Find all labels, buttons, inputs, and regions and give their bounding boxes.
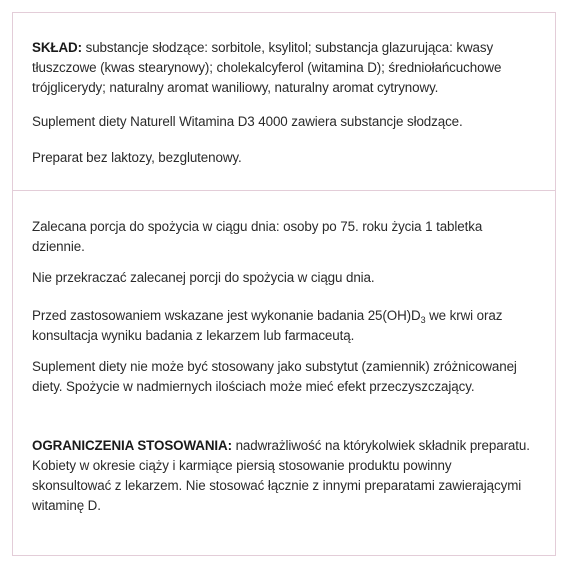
composition-paragraph — [32, 38, 532, 98]
lactose-gluten-note: Preparat bez laktozy, bezglutenowy. — [32, 150, 242, 165]
composition-text: substancje słodzące: sorbitole, ksylitol; substancja glazurująca: kwasy tłuszczowe (kwas stearynowy); cholekalcyferol (witamina D); średniołańcuchowe trójglicerydy; naturalny aromat waniliowy, naturalny aromat cytrynowy. — [32, 40, 502, 95]
testing-paragraph — [32, 306, 532, 346]
dosage-paragraph: Zalecana porcja do spożycia w ciągu dnia: osoby po 75. roku życia 1 tabletka dziennie. — [32, 219, 483, 254]
restrictions-paragraph — [32, 436, 532, 516]
do-not-exceed-note: Nie przekraczać zalecanej porcji do spożycia w ciągu dnia. — [32, 270, 375, 285]
restrictions-text: nadwrażliwość na którykolwiek składnik preparatu. Kobiety w okresie ciąży i karmiące piersią stosowanie produktu powinny skonsultować z lekarzem. Nie stosować łącznie z innymi preparatami zawierającymi witaminę D. — [32, 438, 530, 513]
testing-text-before: Przed zastosowaniem wskazane jest wykonanie badania 25(OH)D — [32, 308, 421, 323]
diet-substitute-paragraph: Suplement diety nie może być stosowany jako substytut (zamiennik) zróżnicowanej diety. Spożycie w nadmiernych ilościach może mieć efekt przeczyszczający. — [32, 359, 517, 394]
restrictions-label: OGRANICZENIA STOSOWANIA: — [32, 438, 232, 453]
composition-label: SKŁAD: — [32, 40, 82, 55]
sweetener-note: Suplement diety Naturell Witamina D3 4000 zawiera substancje słodzące. — [32, 114, 463, 129]
testing-text-after: we krwi oraz konsultacja wyniku badania z lekarzem lub farmaceutą. — [32, 308, 503, 343]
testing-subscript: 3 — [420, 315, 426, 325]
